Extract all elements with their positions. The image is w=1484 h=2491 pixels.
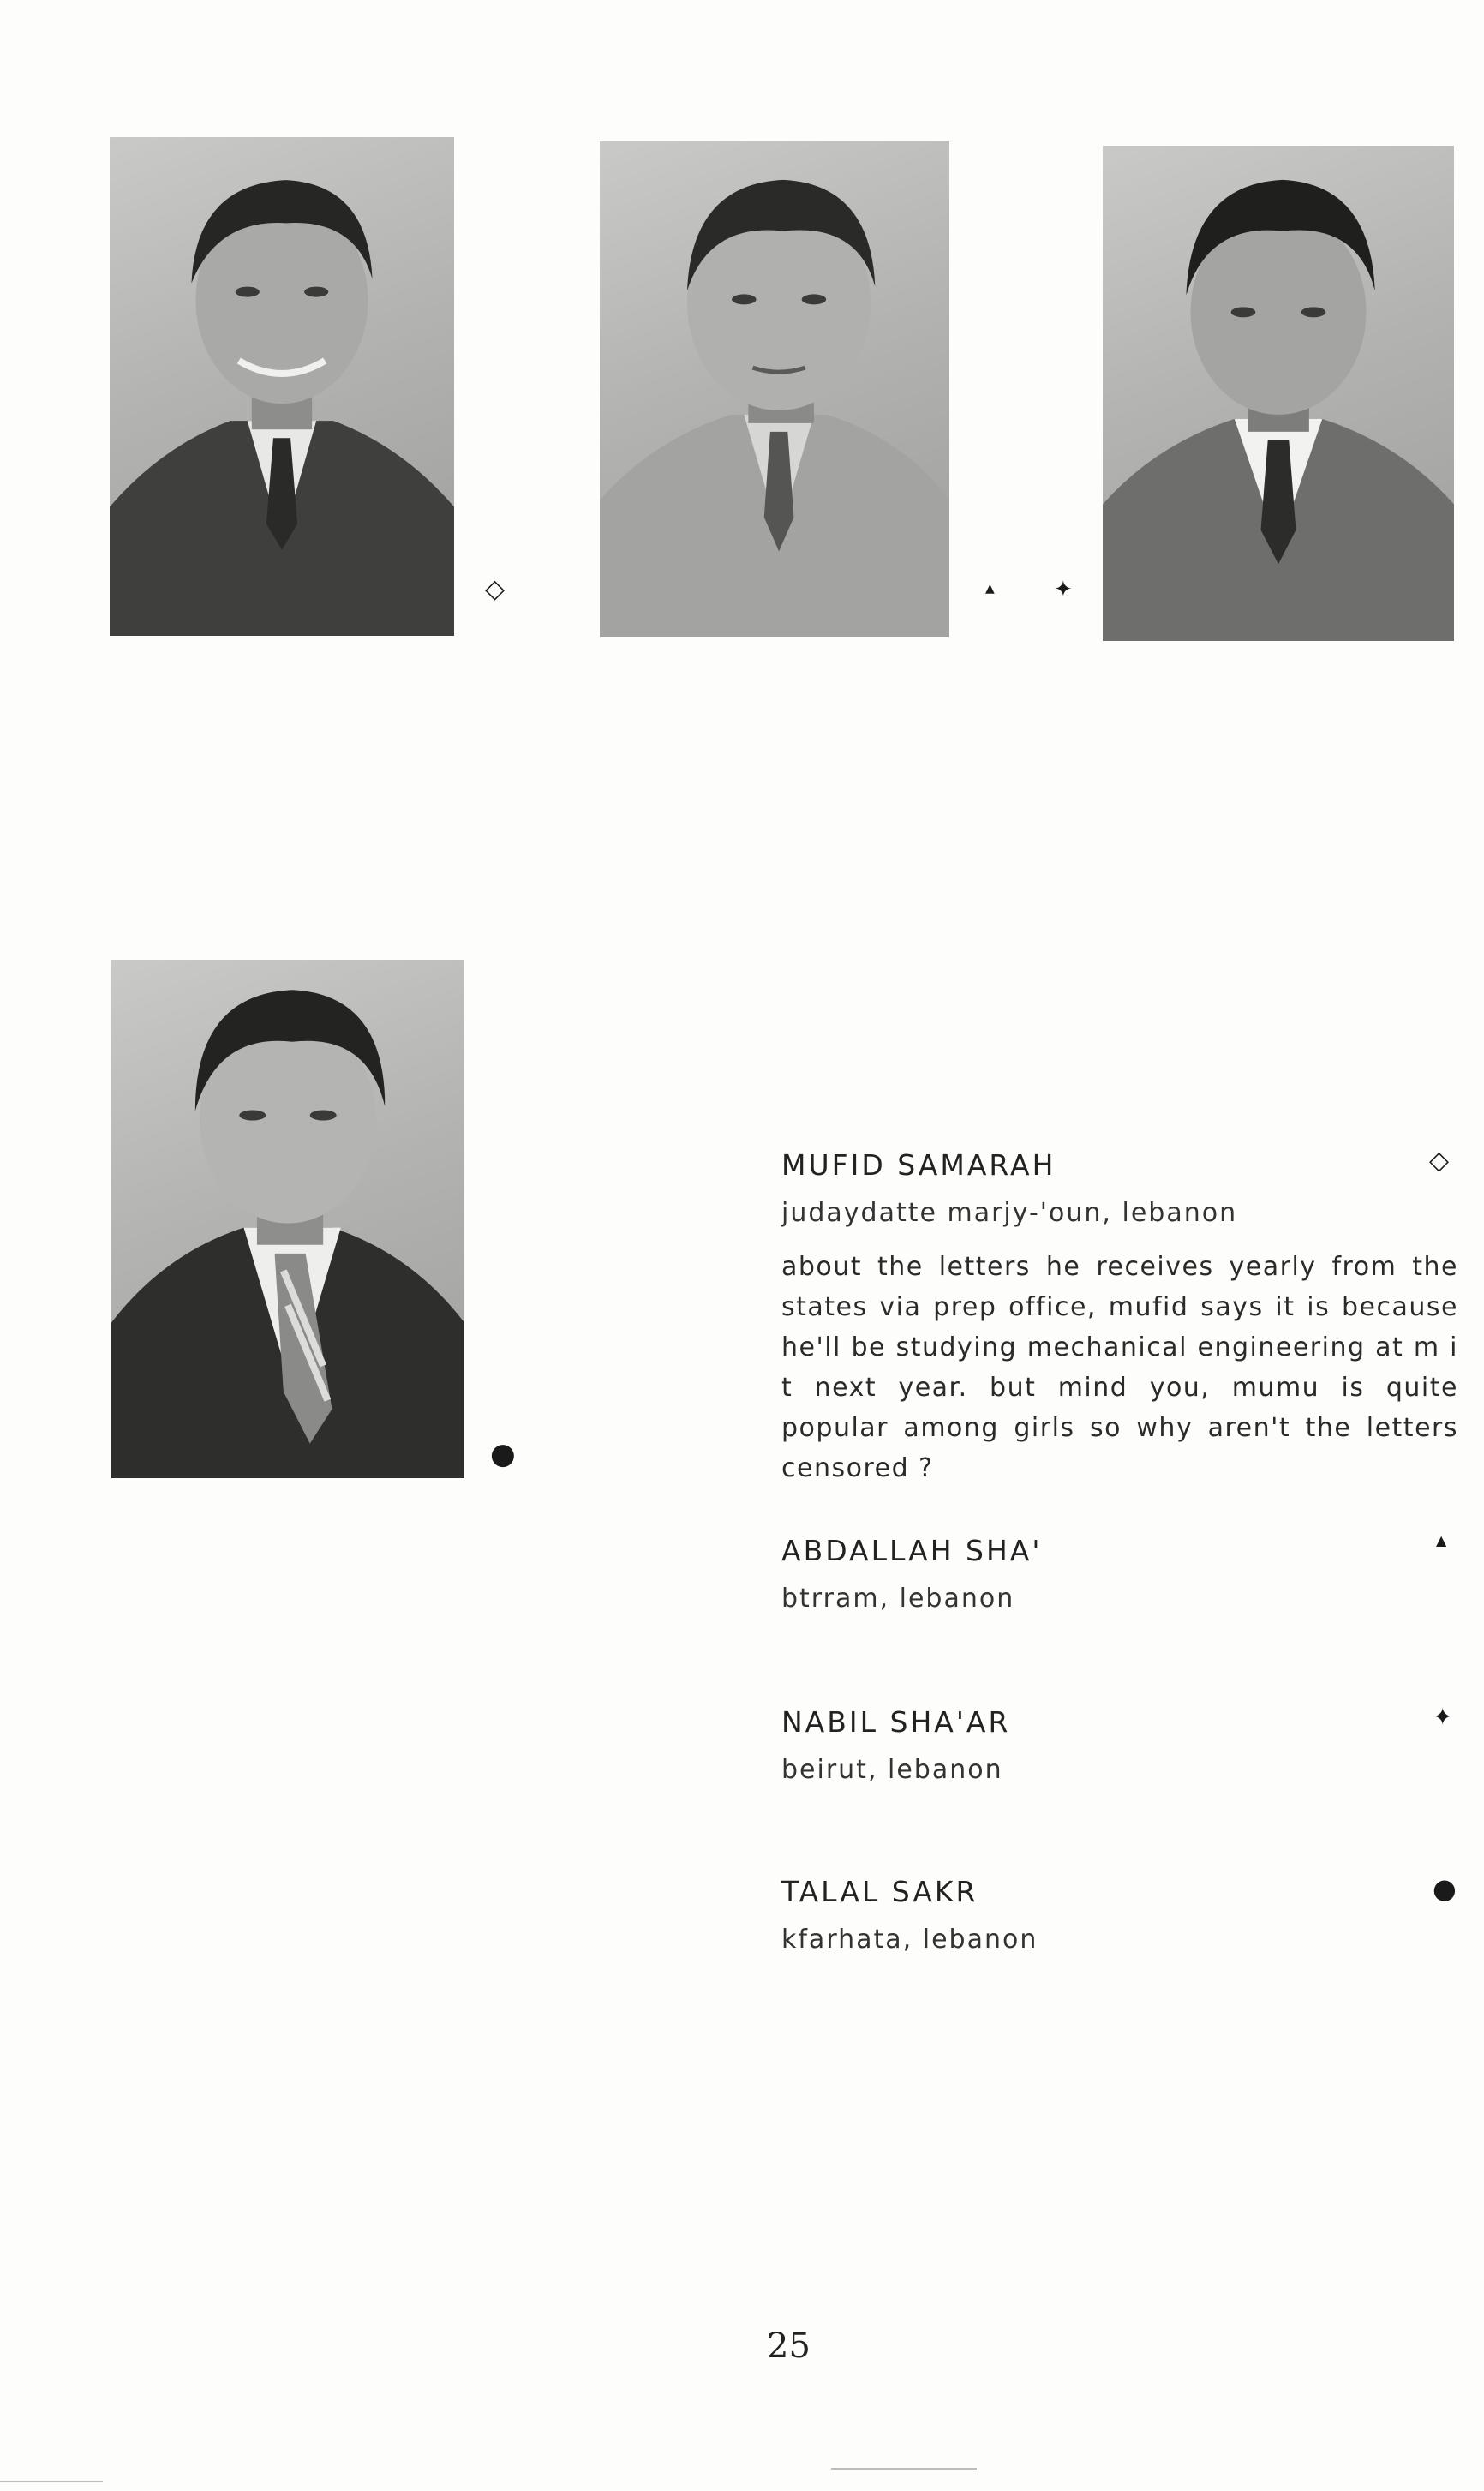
entry-bio-samarah: about the letters he receives yearly from the states via prep office, mufid says it is because he'll be studying mechanical engineering at m i t next year. but mind you, mumu is quite popular among girls so why aren't the letters censored ? [781, 1252, 1458, 1483]
portrait-photo-4 [111, 960, 464, 1478]
scan-edge-line-right [831, 2468, 977, 2470]
portrait-photo-2 [600, 141, 949, 637]
entry-place-abdallah: btrram, lebanon [781, 1584, 1015, 1614]
page-number: 25 [767, 2326, 811, 2366]
scan-edge-line-left [0, 2481, 103, 2482]
abdallah-entry-marker-icon: ▲ [1436, 1532, 1447, 1548]
entry-name-nabil: NABIL SHA'AR [781, 1705, 1011, 1739]
entry-place-samarah: judaydatte marjy-'oun, lebanon [781, 1198, 1238, 1228]
samarah-diamond-icon: ◇ [1429, 1146, 1450, 1176]
entry-name-abdallah: ABDALLAH SHA' [781, 1534, 1043, 1567]
nabil-entry-marker-icon: ✦ [1433, 1703, 1453, 1731]
entry-name-samarah: MUFID SAMARAH [781, 1148, 1056, 1182]
entry-name-sakr: TALAL SAKR [781, 1875, 978, 1908]
portrait-photo-3 [1103, 146, 1454, 641]
abdallah-marker-icon: ▲ [985, 582, 995, 596]
sakr-entry-marker-icon: ● [1433, 1872, 1457, 1905]
nabil-marker-icon: ✦ [1054, 577, 1073, 602]
entry-place-nabil: beirut, lebanon [781, 1755, 1003, 1785]
portrait-photo-1 [110, 137, 454, 636]
circle-marker-icon: ● [490, 1437, 516, 1471]
diamond-marker-icon: ◇ [485, 574, 506, 604]
entry-place-sakr: kfarhata, lebanon [781, 1925, 1038, 1955]
